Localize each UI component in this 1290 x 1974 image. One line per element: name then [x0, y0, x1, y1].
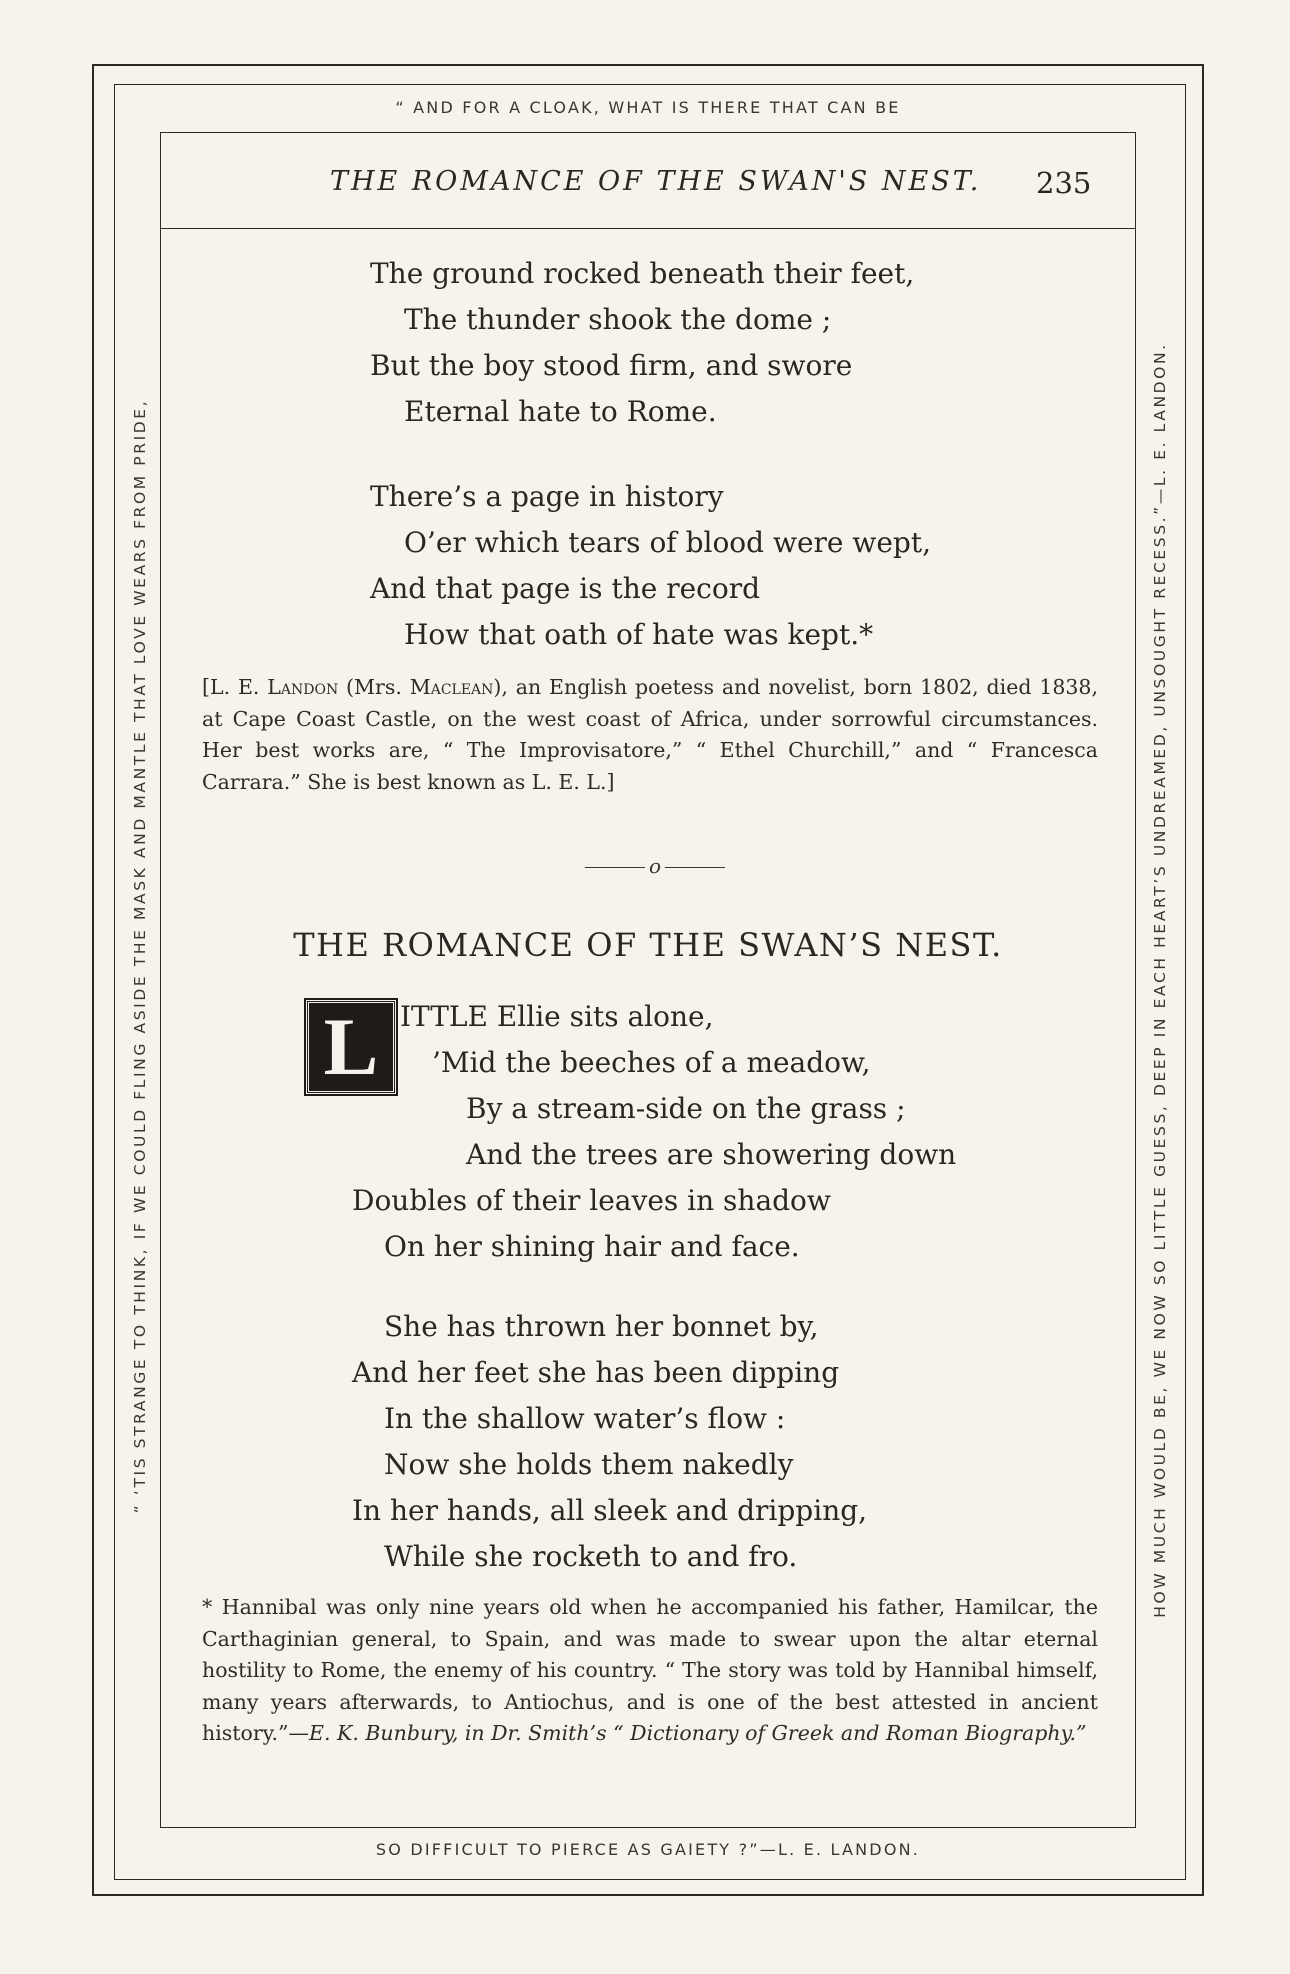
- footnote-citation: E. K. Bunbury, in Dr. Smith’s “ Dictionary of Greek and Roman Biography.”: [309, 1721, 1087, 1746]
- drop-cap-letter: L: [323, 1001, 379, 1092]
- border-quote-top: “ AND FOR A CLOAK, WHAT IS THERE THAT CAN BE: [395, 98, 901, 117]
- footnote: * Hannibal was only nine years old when he accompanied his father, Hamilcar, the Carthaginian general, to Spain, and was made to swear upon the altar eternal hostility to Rome, the enemy of his country. “ The story was told by Hannibal himself, many years afterwards, to Antiochus, and is one of the best attested in ancient history.”—E. K. Bunbury, in Dr. Smith’s “ Dictionary of Greek and Roman Biography.”: [202, 1595, 1098, 1746]
- border-quote-bottom: SO DIFFICULT TO PIERCE AS GAIETY ?”—L. E. LANDON.: [375, 1840, 921, 1859]
- running-header-title: THE ROMANCE OF THE SWAN'S NEST.: [330, 166, 982, 197]
- verse-line: There’s a page in history: [370, 480, 724, 513]
- verse-line: How that oath of hate was kept.*: [404, 618, 874, 651]
- verse-line: O’er which tears of blood were wept,: [404, 526, 931, 559]
- verse-line: Now she holds them nakedly: [384, 1448, 794, 1481]
- verse-line: Eternal hate to Rome.: [404, 395, 717, 428]
- section-divider: o: [580, 854, 730, 878]
- verse-line: In the shallow water’s flow :: [384, 1402, 786, 1435]
- verse-line: And the trees are showering down: [466, 1138, 957, 1171]
- inner-border: [160, 132, 1136, 1828]
- verse-line: Doubles of their leaves in shadow: [352, 1184, 831, 1217]
- header-rule: [160, 228, 1136, 229]
- biographical-note: [L. E. Landon (Mrs. Maclean), an English poetess and novelist, born 1802, died 1838, at Cape Coast Castle, on the west coast of Africa, under sorrowful circumstances. Her best works are, “ The Improvisatore,” “ Ethel Churchill,” and “ Francesca Carrara.” She is best known as L. E. L.]: [202, 675, 1098, 794]
- verse-line: While she rocketh to and fro.: [384, 1540, 798, 1573]
- verse-line: She has thrown her bonnet by,: [384, 1310, 819, 1343]
- verse-line: ITTLE Ellie sits alone,: [400, 1000, 714, 1033]
- verse-line: But the boy stood firm, and swore: [370, 349, 853, 382]
- border-quote-left: “ ‘TIS STRANGE TO THINK, IF WE COULD FLING ASIDE THE MASK AND MANTLE THAT LOVE WEARS FROM PRIDE,: [131, 398, 149, 1514]
- verse-line: By a stream-side on the grass ;: [466, 1092, 906, 1125]
- verse-line: The ground rocked beneath their feet,: [370, 257, 915, 290]
- poem-title: THE ROMANCE OF THE SWAN’S NEST.: [293, 926, 1003, 964]
- verse-line: The thunder shook the dome ;: [404, 303, 832, 336]
- verse-line: And her feet she has been dipping: [352, 1356, 840, 1389]
- drop-cap-ornament: [306, 1000, 396, 1094]
- verse-line: In her hands, all sleek and dripping,: [352, 1494, 868, 1527]
- verse-line: On her shining hair and face.: [384, 1230, 800, 1263]
- verse-line: ’Mid the beeches of a meadow,: [432, 1046, 871, 1079]
- page-number: 235: [1036, 166, 1092, 200]
- verse-line: And that page is the record: [370, 572, 761, 605]
- border-quote-right: HOW MUCH WOULD BE, WE NOW SO LITTLE GUESS, DEEP IN EACH HEART’S UNDREAMED, UNSOUGHT RECESS.”—L. E. LANDON.: [1151, 342, 1169, 1618]
